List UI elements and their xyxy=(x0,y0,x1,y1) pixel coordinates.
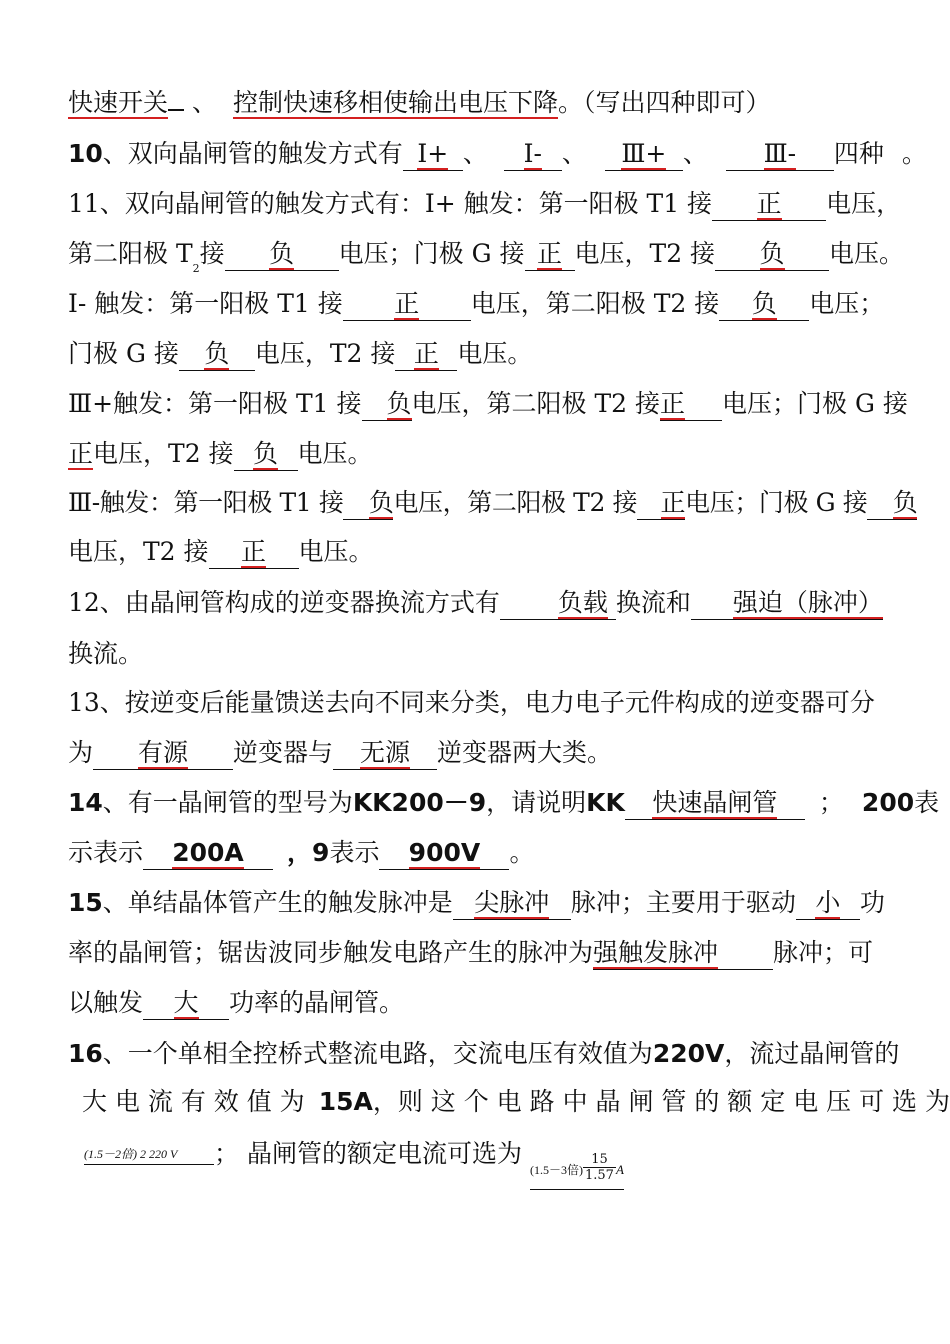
q11-line-7 xyxy=(68,486,917,520)
voltage-value: 220V xyxy=(652,1039,725,1068)
text: 、有一晶闸管的型号为 xyxy=(102,788,353,817)
current-formula-factor: (1.5－3倍) xyxy=(529,1163,583,1177)
answer: 正 xyxy=(660,389,686,418)
text: 电压，第二阳极 T2 接 xyxy=(393,488,638,517)
answer: 负 xyxy=(368,488,394,517)
text: 逆变器两大类。 xyxy=(437,738,613,767)
text: 脉冲；可 xyxy=(773,938,874,967)
q11-text: 11、双向晶闸管的触发方式有：I+ 触发：第一阳极 T1 接 xyxy=(68,189,713,218)
text: 、一个单相全控桥式整流电路，交流电压有效值为 xyxy=(102,1039,653,1068)
text: ，流过晶闸管的 xyxy=(724,1039,900,1068)
blank xyxy=(362,389,412,421)
q16-number: 16 xyxy=(68,1039,103,1068)
blank xyxy=(867,488,917,520)
text: ，请说明 xyxy=(486,788,587,817)
answer: 大 xyxy=(173,988,199,1017)
kk-label: KK xyxy=(586,788,625,817)
q10-number: 10 xyxy=(68,139,103,168)
text: 电压，T2 接 xyxy=(68,537,209,566)
blank xyxy=(379,838,509,870)
blank xyxy=(660,389,722,421)
current-formula-unit: A xyxy=(615,1162,624,1177)
current-value: 15A xyxy=(318,1087,373,1116)
answer: 正 xyxy=(241,537,267,566)
text: ； xyxy=(818,788,844,817)
text: 功 xyxy=(859,888,885,917)
line-1 xyxy=(68,86,770,120)
q11-answer-1: 正 xyxy=(756,189,782,218)
answer-phase-shift: 控制快速移相使输出电压下降 xyxy=(232,88,558,117)
text: 电压。 xyxy=(298,537,374,566)
answer: 正 xyxy=(537,239,563,268)
text: 电压。 xyxy=(829,239,905,268)
answer: 正 xyxy=(660,488,686,517)
text: 脉冲；主要用于驱动 xyxy=(570,888,796,917)
answer: 200A xyxy=(172,838,244,867)
sep: 、 xyxy=(682,139,708,168)
answer: 900V xyxy=(408,838,481,867)
blank xyxy=(343,289,471,321)
q16-line-2 xyxy=(82,1085,950,1119)
answer: 尖脉冲 xyxy=(474,888,550,917)
q11-blank-1 xyxy=(712,189,826,221)
voltage-formula: (1.5－2倍) 2 220 V xyxy=(84,1144,214,1165)
text: 电压，第二阳极 T2 接 xyxy=(411,389,661,418)
q10-blank-3 xyxy=(605,139,683,171)
q10-text: 、双向晶闸管的触发方式有 xyxy=(102,139,403,168)
q11-line-4 xyxy=(68,337,532,371)
q14-line-2 xyxy=(68,836,534,870)
q12-answer-1: 负载 xyxy=(557,588,608,617)
q11-line-1 xyxy=(68,187,901,221)
blank xyxy=(453,888,571,920)
q12-blank-2 xyxy=(691,588,883,620)
blank xyxy=(333,738,437,770)
q12-blank-1 xyxy=(500,588,616,620)
q11-line-5 xyxy=(68,387,908,421)
q16-line-3 xyxy=(84,1137,624,1190)
blank xyxy=(343,488,393,520)
text: 门极 G 接 xyxy=(68,339,179,368)
number-9: 9 xyxy=(312,838,330,867)
blank xyxy=(93,738,233,770)
q10-answer-2: Ⅰ- xyxy=(523,139,542,168)
q12-text: 12、由晶闸管构成的逆变器换流方式有 xyxy=(68,588,500,617)
q14-number: 14 xyxy=(68,788,103,817)
q10-blank-1 xyxy=(403,139,463,171)
q14-line-1 xyxy=(68,786,939,820)
text: Ⅲ+触发：第一阳极 T1 接 xyxy=(68,389,362,418)
text: 电压，第二阳极 T2 接 xyxy=(470,289,720,318)
q12-answer-2: 强迫（脉冲） xyxy=(732,588,883,617)
answer: 小 xyxy=(815,888,841,917)
text: 电压；门极 G 接 xyxy=(722,389,908,418)
fraction xyxy=(583,1152,616,1183)
text: 电压，T2 接 xyxy=(93,439,234,468)
blank xyxy=(719,289,809,321)
q11-line-3 xyxy=(68,287,884,321)
sep: 、 xyxy=(462,139,488,168)
text: 电压；门极 G 接 xyxy=(685,488,868,517)
text: 表 xyxy=(914,788,940,817)
text: 换流。 xyxy=(68,639,144,668)
q10-line xyxy=(68,137,927,171)
text: 功率的晶闸管。 xyxy=(229,988,405,1017)
q10-answer-1: Ⅰ+ xyxy=(417,139,449,168)
text: 电压，T2 接 xyxy=(574,239,716,268)
text: 大 电 流 有 效 值 为 xyxy=(82,1087,305,1116)
blank xyxy=(143,838,273,870)
answer: 快速晶闸管 xyxy=(652,788,778,817)
text: 接 xyxy=(199,239,225,268)
text: 晶闸管的额定电流可选为 xyxy=(247,1139,523,1168)
answer: 有源 xyxy=(138,738,189,767)
text: ； xyxy=(214,1139,240,1168)
answer: 正 xyxy=(394,289,420,318)
fraction-numerator: 15 xyxy=(583,1152,616,1168)
text: 为 xyxy=(68,738,94,767)
answer: 正 xyxy=(413,339,439,368)
answer: 负 xyxy=(751,289,777,318)
text: 率的晶闸管；锯齿波同步触发电路产生的脉冲为 xyxy=(68,938,594,967)
text: ， xyxy=(287,838,313,867)
q13-line-2 xyxy=(68,736,612,770)
q15-line-3 xyxy=(68,986,404,1020)
q12-line-1 xyxy=(68,586,883,620)
blank xyxy=(637,488,685,520)
text: 电压。 xyxy=(297,439,373,468)
blank xyxy=(209,537,299,569)
q16-line-1 xyxy=(68,1037,899,1071)
q15-number: 15 xyxy=(68,888,103,917)
text: 表示 xyxy=(329,838,380,867)
separator: 、 xyxy=(191,88,217,117)
q11-line-8 xyxy=(68,535,374,569)
q10-answer-3: Ⅲ+ xyxy=(621,139,667,168)
q12-line-2 xyxy=(68,637,143,671)
blank xyxy=(715,239,829,271)
current-formula xyxy=(530,1149,624,1190)
text: I- 触发：第一阳极 T1 接 xyxy=(68,289,343,318)
blank xyxy=(234,439,298,471)
blank xyxy=(796,888,860,920)
text: 电压，T2 接 xyxy=(254,339,396,368)
q13-text: 13、按逆变后能量馈送去向不同来分类，电力电子元件构成的逆变器可分 xyxy=(68,688,875,717)
q10-blank-4 xyxy=(726,139,834,171)
text: 第二阳极 T xyxy=(68,239,193,268)
fraction-denominator: 1.57 xyxy=(584,1168,614,1183)
text: ，则 这 个 电 路 中 晶 闸 管 的 额 定 电 压 可 选 为 xyxy=(372,1087,950,1116)
text: 。 xyxy=(509,838,535,867)
blank xyxy=(625,788,805,820)
q13-line-1 xyxy=(68,686,875,720)
q10-period: 。 xyxy=(901,139,927,168)
q10-answer-4: Ⅲ- xyxy=(763,139,797,168)
q10-text-2: 四种 xyxy=(833,139,884,168)
text: 、单结晶体管产生的触发脉冲是 xyxy=(102,888,453,917)
q11-line-6 xyxy=(68,437,373,471)
blank xyxy=(179,339,255,371)
blank xyxy=(593,938,773,970)
blank xyxy=(143,988,229,1020)
answer: 正 xyxy=(68,439,94,468)
line-1-tail: 。（写出四种即可） xyxy=(557,88,771,117)
q15-line-2 xyxy=(68,936,873,970)
answer: 负 xyxy=(204,339,230,368)
answer: 强触发脉冲 xyxy=(593,938,719,967)
answer: 负 xyxy=(253,439,279,468)
blank xyxy=(395,339,457,371)
answer: 负 xyxy=(386,389,412,418)
text: Ⅲ-触发：第一阳极 T1 接 xyxy=(68,488,344,517)
model-number: KK200－9 xyxy=(352,788,487,817)
text: 电压； xyxy=(809,289,885,318)
text: 逆变器与 xyxy=(233,738,334,767)
q12-text-2: 换流和 xyxy=(615,588,691,617)
q11-line-2 xyxy=(68,237,904,286)
sep: 、 xyxy=(561,139,587,168)
number-200: 200 xyxy=(861,788,915,817)
answer-fast-switch: 快速开关 xyxy=(68,88,169,117)
text: 以触发 xyxy=(68,988,144,1017)
text: 电压；门极 G 接 xyxy=(338,239,525,268)
blank xyxy=(225,239,339,271)
blank xyxy=(525,239,575,271)
text: 电压。 xyxy=(457,339,533,368)
answer: 无源 xyxy=(360,738,411,767)
answer: 负 xyxy=(892,488,918,517)
subscript: 2 xyxy=(192,262,200,275)
answer: 负 xyxy=(759,239,785,268)
q10-blank-2 xyxy=(504,139,562,171)
answer: 负 xyxy=(269,239,295,268)
text: 示表示 xyxy=(68,838,144,867)
q15-line-1 xyxy=(68,886,885,920)
q11-text-2: 电压， xyxy=(826,189,902,218)
